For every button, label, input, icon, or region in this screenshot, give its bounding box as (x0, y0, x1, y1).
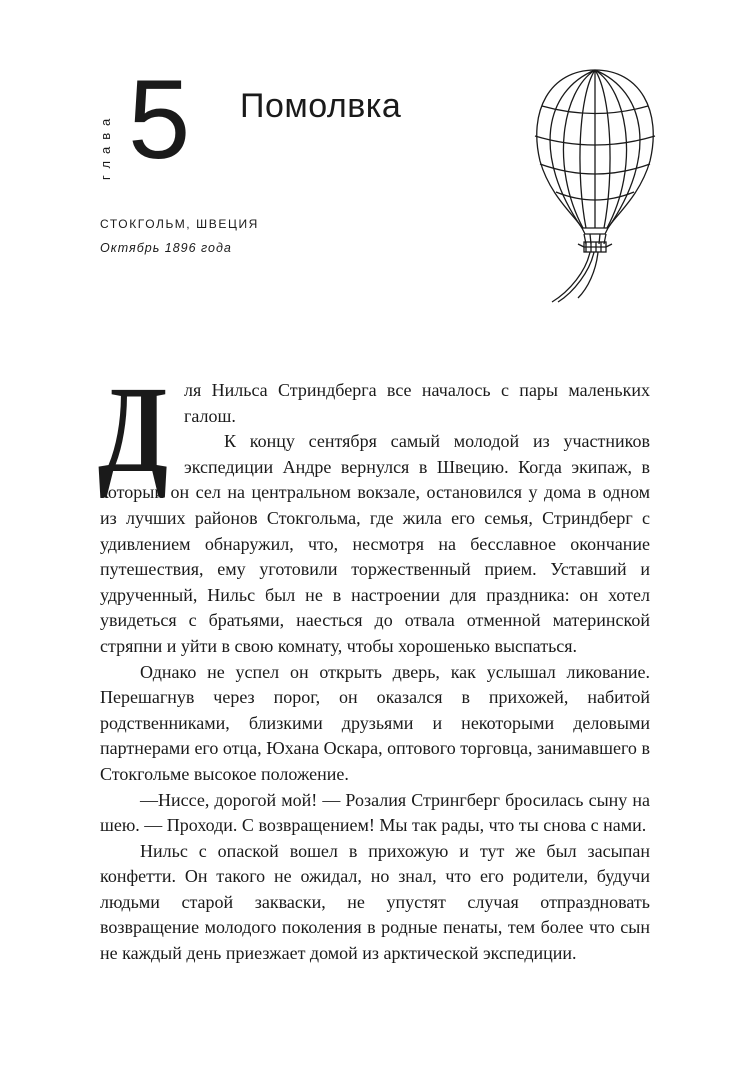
paragraph-text: ля Нильса Стриндберга все началось с пары маленьких галош. (184, 380, 650, 426)
hot-air-balloon-icon (520, 66, 670, 306)
paragraph: Однако не успел он открыть дверь, как услышал ликование. Перешагнув через порог, он оказался в прихожей, набитой родственниками, близкими друзьями и некоторыми деловыми партнерами его отца, Юхана Оскара, оптового торговца, занимавшего в Стокгольме высокое положение. (100, 661, 650, 784)
date: Октябрь 1896 года (100, 241, 232, 255)
paragraph: Нильс с опаской вошел в прихожую и тут же был засыпан конфетти. Он такого не ожидал, но знал, что его родители, будучи людьми старой закваски, не упустят случая отпраздновать возвращение молодого поколения в родные пенаты, тем более что сын не каждый день приезжает домой из арктической экспедиции. (100, 840, 650, 964)
chapter-label (88, 84, 128, 184)
drop-cap: Д (98, 361, 168, 498)
paragraph: К концу сентября самый молодой из участников экспедиции Андре вернулся в Швецию. Когда экипаж, в который он сел на центральном вокзале, остановился у дома в одном из лучших районов Стокгольма, где жила его семья, Стриндберг с удивлением обнаружил, что, несмотря на бесславное окончание путешествия, ему уготовили торжественный прием. Уставший и удрученный, Нильс был не в настроении для праздника: он хотел увидеться с братьями, наесться до отвала отменной материнской стряпни и уйти в свою комнату, чтобы хорошенько выспаться. (100, 431, 650, 656)
chapter-word: глава (98, 111, 113, 180)
chapter-number: 5 (128, 57, 191, 182)
location: СТОКГОЛЬМ, ШВЕЦИЯ (100, 217, 259, 231)
body-text (98, 361, 650, 967)
paragraph (98, 361, 650, 498)
paragraph: —Ниссе, дорогой мой! — Розалия Стрингберг бросилась сыну на шею. — Проходи. С возвращением! Мы так рады, что ты снова с нами. (100, 789, 650, 836)
chapter-title: Помолвка (240, 87, 402, 125)
